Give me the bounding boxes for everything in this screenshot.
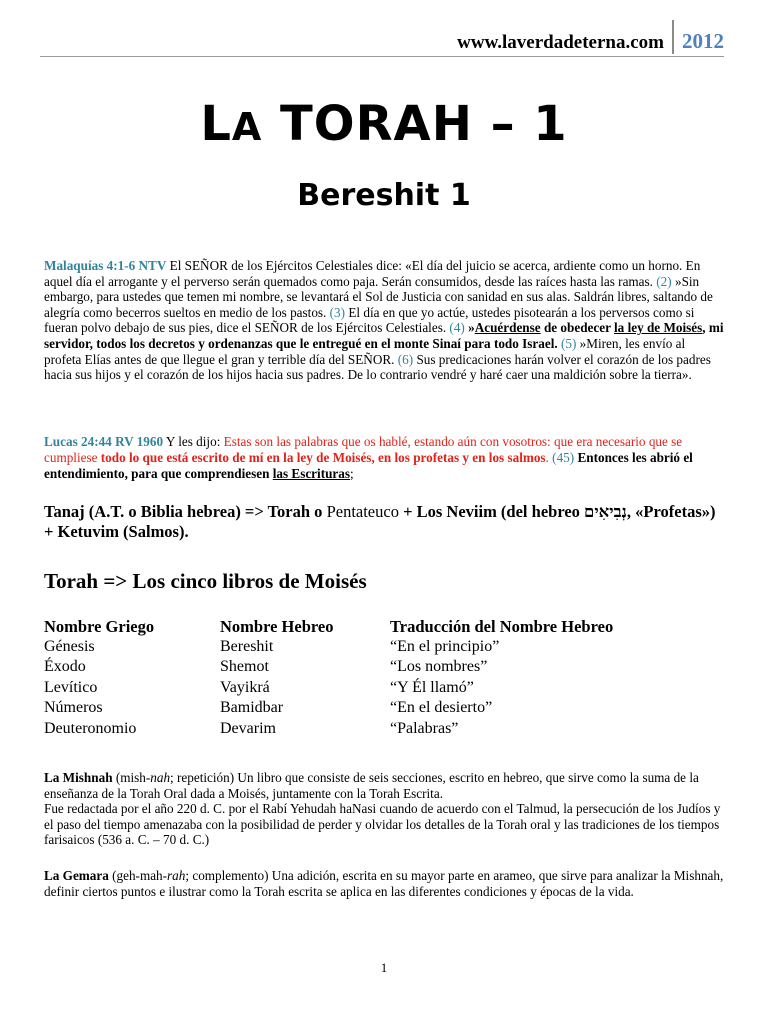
lucas-end: ; xyxy=(350,466,354,481)
lucas-reference: Lucas 24:44 RV 1960 xyxy=(44,434,164,449)
malaquias-bold-3: , mi servidor, todos los decretos y ordenanzas que le entregué en el monte Sinaí para todo Israel. xyxy=(44,320,724,351)
malaquias-text-5: »Miren, les envío al profeta Elías antes de que llegue el gran y terrible día del SEÑOR. xyxy=(44,335,686,367)
table-cell: “Los nombres” xyxy=(390,658,488,675)
table-cell: Éxodo xyxy=(44,658,86,675)
mishnah-italic: nah xyxy=(150,770,171,785)
title-main: TORAH – 1 xyxy=(262,96,568,152)
table-cell: Bamidbar xyxy=(220,699,284,716)
lucas-text-1: Y les dijo: xyxy=(163,434,224,449)
tanaj-text-c: + Los Neviim (del hebreo נְבִיאִים, «Profetas») + Ketuvim (Salmos). xyxy=(44,502,716,541)
malaquias-bold-2: de obedecer xyxy=(540,320,615,336)
lucas-paragraph xyxy=(44,434,724,482)
malaquias-text-3: El día en que yo actúe, ustedes pisotearán a los perversos como si fueran polvo debajo de sus pies, dice el SEÑOR de los Ejércitos Celestiales. xyxy=(44,304,695,336)
table-cell: Bereshit xyxy=(220,637,274,655)
verse-number: (2) xyxy=(656,273,672,289)
lucas-bold-text: Entonces les abrió el entendimiento, para que comprendiesen xyxy=(44,450,693,481)
tanaj-definition xyxy=(44,502,724,542)
page-number: 1 xyxy=(380,960,388,975)
verse-number: (45) xyxy=(552,450,575,465)
column-header: Nombre Hebreo xyxy=(220,617,334,636)
verse-number: (3) xyxy=(329,304,346,320)
table-cell: Shemot xyxy=(220,658,269,675)
table-cell: Levítico xyxy=(44,678,98,696)
tanaj-text-a: Tanaj (A.T. o Biblia hebrea) => Torah o xyxy=(44,502,327,521)
gemara-text-b: ; complemento) Una adición, escrita en su mayor parte en arameo, que sirve para analizar la Mishnah, definir ciertos puntos e ilustrar como la Torah escrita se aplica en las diferentes condiciones y épocas de la vida. xyxy=(44,868,724,899)
mishnah-text-b: ; repetición) Un libro que consiste de seis secciones, escrito en hebreo, que sirve como la suma de la enseñanza de la Torah Oral dada a Moisés, juntamente con la Torah Escrita. xyxy=(44,770,699,801)
table-cell: “En el desierto” xyxy=(390,699,493,716)
malaquias-bold-underline-1: Acuérdense xyxy=(474,320,541,336)
verse-number: (4) xyxy=(449,320,465,336)
website-url: www.laverdadeterna.com xyxy=(457,32,664,53)
table-cell: “Y Él llamó” xyxy=(390,678,474,696)
mishnah-text-a: (mish- xyxy=(112,770,151,785)
page-subtitle: Bereshit 1 xyxy=(297,178,471,213)
lucas-red-text: Estas son las palabras que os hablé, estando aún con vosotros: que era necesario que se cumpliese xyxy=(44,434,683,465)
lucas-red-bold-text: todo lo que está escrito de mí en la ley de Moisés, en los profetas y en los salmos xyxy=(100,450,546,465)
mishnah-paragraph xyxy=(44,770,724,848)
mishnah-term: La Mishnah xyxy=(44,770,113,785)
header-rule xyxy=(40,56,724,57)
table-cell: Génesis xyxy=(44,637,95,655)
malaquias-bold-underline-2: la ley de Moisés xyxy=(614,320,703,336)
page-title xyxy=(0,96,768,152)
title-small-caps: A xyxy=(231,105,263,149)
gemara-italic: rah xyxy=(167,868,186,883)
malaquias-paragraph xyxy=(44,258,724,383)
verse-number: (6) xyxy=(397,351,414,367)
malaquias-text-6: Sus predicaciones harán volver el corazón de los padres hacia sus hijos y el corazón de los hijos hacia sus padres. De lo contrario vendré y haré caer una maldición sobre la tierra». xyxy=(44,351,711,383)
mishnah-text-2: Fue redactada por el año 220 d. C. por el Rabí Yehudah haNasi cuando de acuerdo con el Talmud, la persecución de los Judíos y el paso del tiempo amenazaba con la posibilidad de perder y olvidar los detalles de la Torah oral y las tradiciones de los tiempos farisaicos (536 a. C. – 70 d. C.) xyxy=(44,801,721,848)
column-header: Traducción del Nombre Hebreo xyxy=(390,617,614,636)
table-cell: “Palabras” xyxy=(390,719,459,737)
lucas-bold-underline: las Escrituras xyxy=(272,466,351,481)
malaquias-text-1: El SEÑOR de los Ejércitos Celestiales dice: «El día del juicio se acerca, ardiente como un horno. En aquel día el arrogante y el perverso serán quemados como paja. Serán consumidos, desde las raíces hasta las ramas. xyxy=(44,258,701,289)
column-header: Nombre Griego xyxy=(44,617,155,636)
gemara-term: La Gemara xyxy=(44,868,109,883)
lucas-red-text-2: . xyxy=(545,450,553,465)
verse-number: (5) xyxy=(560,335,577,351)
table-cell: Deuteronomio xyxy=(44,719,137,737)
header-year: 2012 xyxy=(682,29,724,53)
tanaj-text-b: Pentateuco xyxy=(326,502,399,521)
malaquias-reference: Malaquías 4:1-6 NTV xyxy=(44,258,167,273)
table-cell: Vayikrá xyxy=(220,678,270,696)
title-first-letter: L xyxy=(200,96,232,152)
page-header xyxy=(457,20,724,54)
table-cell: “En el principio” xyxy=(390,637,500,655)
table-cell: Números xyxy=(44,699,103,716)
torah-heading: Torah => Los cinco libros de Moisés xyxy=(44,569,367,593)
gemara-text-a: (geh-mah- xyxy=(108,868,168,883)
malaquias-text-2: »Sin embargo, para ustedes que temen mi nombre, se levantará el Sol de Justicia con sanidad en sus alas. Saldrán libres, saltando de alegría como becerros sueltos en medio de los pastos. xyxy=(44,273,713,320)
malaquias-bold-1: » xyxy=(464,320,475,336)
gemara-paragraph xyxy=(44,868,724,899)
table-cell: Devarim xyxy=(220,719,276,737)
